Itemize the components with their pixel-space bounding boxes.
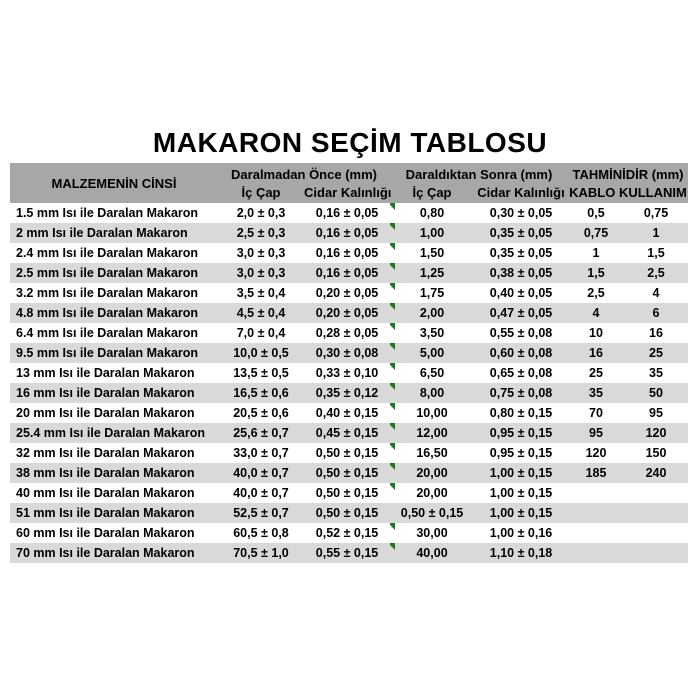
cell-post-inner-diameter-value: 12,00 (416, 426, 448, 440)
cell-post-wall-thickness: 1,00 ± 0,16 (489, 526, 553, 540)
cell-post-inner-diameter (390, 323, 474, 343)
cell-cable-min: 185 (585, 466, 607, 480)
cell-pre-inner-diameter: 10,0 ± 0,5 (233, 346, 289, 360)
cell-material-name: 2.4 mm Isı ile Daralan Makaron (16, 246, 199, 260)
cell-flag-icon (390, 483, 395, 490)
cell-pre-wall-thickness: 0,30 ± 0,08 (315, 346, 379, 360)
cell-post-inner-diameter (390, 243, 474, 263)
table-row (10, 503, 688, 523)
cell-flag-icon (390, 343, 395, 350)
cell-pre-wall-thickness: 0,16 ± 0,05 (315, 206, 379, 220)
cell-pre-wall-thickness: 0,35 ± 0,12 (315, 386, 379, 400)
cell-pre-inner-diameter: 16,5 ± 0,6 (233, 386, 289, 400)
cell-cable-max: 120 (645, 426, 667, 440)
cell-post-inner-diameter (390, 443, 474, 463)
cell-post-inner-diameter (390, 363, 474, 383)
sub-header-cable-usage: KABLO KULLANIM (569, 185, 687, 200)
cell-post-inner-diameter-value: 20,00 (416, 486, 448, 500)
cell-cable-min: 0,75 (583, 226, 609, 240)
cell-pre-wall-thickness: 0,16 ± 0,05 (315, 266, 379, 280)
cell-post-wall-thickness: 0,95 ± 0,15 (489, 426, 553, 440)
cell-pre-wall-thickness: 0,28 ± 0,05 (315, 326, 379, 340)
cell-pre-wall-thickness: 0,50 ± 0,15 (315, 466, 379, 480)
table-row (10, 223, 688, 243)
cell-cable-max: 6 (652, 306, 660, 320)
cell-post-wall-thickness: 0,95 ± 0,15 (489, 446, 553, 460)
cell-cable-max: 2,5 (647, 266, 665, 280)
cell-post-inner-diameter-value: 3,50 (419, 326, 445, 340)
cell-cable-min (568, 523, 624, 543)
cell-post-wall-thickness: 1,10 ± 0,18 (489, 546, 553, 560)
cell-pre-inner-diameter: 3,0 ± 0,3 (236, 266, 286, 280)
cell-material-name: 38 mm Isı ile Daralan Makaron (16, 466, 195, 480)
cell-post-inner-diameter-value: 30,00 (416, 526, 448, 540)
cell-post-inner-diameter (390, 303, 474, 323)
cell-post-inner-diameter-value: 0,50 ± 0,15 (400, 506, 464, 520)
cell-flag-icon (390, 303, 395, 310)
cell-pre-inner-diameter: 52,5 ± 0,7 (233, 506, 289, 520)
cell-post-wall-thickness: 0,35 ± 0,05 (489, 226, 553, 240)
cell-post-inner-diameter-value: 16,50 (416, 446, 448, 460)
cell-pre-wall-thickness: 0,50 ± 0,15 (315, 506, 379, 520)
table-row (10, 543, 688, 563)
cell-cable-min: 70 (589, 406, 603, 420)
cell-post-inner-diameter (390, 523, 474, 543)
table-row (10, 263, 688, 283)
cell-flag-icon (390, 523, 395, 530)
cell-post-inner-diameter (390, 203, 474, 223)
cell-post-wall-thickness: 0,47 ± 0,05 (489, 306, 553, 320)
cell-material-name: 9.5 mm Isı ile Daralan Makaron (16, 346, 199, 360)
cell-cable-max: 1 (652, 226, 660, 240)
cell-cable-max: 95 (649, 406, 663, 420)
cell-pre-wall-thickness: 0,16 ± 0,05 (315, 226, 379, 240)
cell-material-name: 60 mm Isı ile Daralan Makaron (16, 526, 195, 540)
cell-pre-inner-diameter: 7,0 ± 0,4 (236, 326, 286, 340)
cell-material-name: 40 mm Isı ile Daralan Makaron (16, 486, 195, 500)
cell-material-name: 20 mm Isı ile Daralan Makaron (16, 406, 195, 420)
group-label-before-shrink: Daralmadan Önce (mm) (231, 167, 377, 182)
cell-pre-wall-thickness: 0,16 ± 0,05 (315, 246, 379, 260)
table-row (10, 343, 688, 363)
cell-pre-inner-diameter: 20,5 ± 0,6 (233, 406, 289, 420)
cell-post-inner-diameter (390, 343, 474, 363)
table-row (10, 363, 688, 383)
sub-header-row (568, 184, 688, 203)
cell-post-inner-diameter-value: 1,75 (419, 286, 445, 300)
cell-pre-wall-thickness: 0,20 ± 0,05 (315, 306, 379, 320)
table-row (10, 323, 688, 343)
cell-material-name: 1.5 mm Isı ile Daralan Makaron (16, 206, 199, 220)
cell-flag-icon (390, 283, 395, 290)
cell-material-name: 32 mm Isı ile Daralan Makaron (16, 446, 195, 460)
cell-pre-inner-diameter: 4,5 ± 0,4 (236, 306, 286, 320)
cell-cable-max (624, 543, 688, 563)
cell-material-name: 16 mm Isı ile Daralan Makaron (16, 386, 195, 400)
cell-cable-max: 240 (645, 466, 667, 480)
cell-post-inner-diameter-value: 1,25 (419, 266, 445, 280)
cell-cable-min: 120 (585, 446, 607, 460)
cell-pre-wall-thickness: 0,55 ± 0,15 (315, 546, 379, 560)
cell-cable-min: 10 (589, 326, 603, 340)
cell-pre-wall-thickness: 0,40 ± 0,15 (315, 406, 379, 420)
cell-pre-inner-diameter: 60,5 ± 0,8 (233, 526, 289, 540)
cell-material-name: 25.4 mm Isı ile Daralan Makaron (16, 426, 205, 440)
cell-pre-inner-diameter: 13,5 ± 0,5 (233, 366, 289, 380)
cell-flag-icon (390, 223, 395, 230)
cell-flag-icon (390, 203, 395, 210)
table-row (10, 443, 688, 463)
cell-flag-icon (390, 323, 395, 330)
cell-cable-max (624, 523, 688, 543)
cell-post-inner-diameter (390, 503, 474, 523)
cell-flag-icon (390, 383, 395, 390)
cell-cable-min: 4 (592, 306, 600, 320)
cell-post-inner-diameter (390, 223, 474, 243)
table-row (10, 283, 688, 303)
sub-header-row (390, 184, 568, 203)
cell-pre-wall-thickness: 0,33 ± 0,10 (315, 366, 379, 380)
cell-cable-min: 16 (589, 346, 603, 360)
cell-post-inner-diameter-value: 40,00 (416, 546, 448, 560)
cell-flag-icon (390, 263, 395, 270)
page-title: MAKARON SEÇİM TABLOSU (152, 127, 548, 158)
cell-post-wall-thickness: 0,35 ± 0,05 (489, 246, 553, 260)
cell-cable-min (568, 503, 624, 523)
cell-cable-min: 2,5 (587, 286, 605, 300)
cell-post-inner-diameter (390, 483, 474, 503)
cell-material-name: 3.2 mm Isı ile Daralan Makaron (16, 286, 199, 300)
cell-pre-inner-diameter: 2,5 ± 0,3 (236, 226, 286, 240)
cell-cable-max: 25 (649, 346, 663, 360)
column-header-material-type: MALZEMENİN CİNSİ (51, 175, 177, 191)
cell-pre-inner-diameter: 70,5 ± 1,0 (233, 546, 289, 560)
cell-cable-max: 16 (649, 326, 663, 340)
cell-cable-max: 0,75 (643, 206, 669, 220)
cell-pre-inner-diameter: 25,6 ± 0,7 (233, 426, 289, 440)
cell-post-wall-thickness: 0,60 ± 0,08 (489, 346, 553, 360)
table-header (10, 163, 688, 203)
cell-cable-max: 50 (649, 386, 663, 400)
cell-post-wall-thickness: 0,75 ± 0,08 (489, 386, 553, 400)
table-row (10, 403, 688, 423)
cell-post-inner-diameter-value: 8,00 (419, 386, 445, 400)
cell-cable-max (624, 503, 688, 523)
cell-flag-icon (390, 403, 395, 410)
cell-post-inner-diameter-value: 1,00 (419, 226, 445, 240)
cell-post-inner-diameter-value: 10,00 (416, 406, 448, 420)
cell-pre-inner-diameter: 40,0 ± 0,7 (233, 486, 289, 500)
cell-cable-min: 95 (589, 426, 603, 440)
table-row (10, 243, 688, 263)
cell-cable-min: 25 (589, 366, 603, 380)
cell-pre-inner-diameter: 2,0 ± 0,3 (236, 206, 286, 220)
cell-material-name: 4.8 mm Isı ile Daralan Makaron (16, 306, 199, 320)
sub-header-pre-inner-diameter: İç Çap (241, 185, 281, 200)
sub-header-post-inner-diameter: İç Çap (412, 185, 452, 200)
cell-post-wall-thickness: 0,40 ± 0,05 (489, 286, 553, 300)
table-row (10, 483, 688, 503)
cell-pre-wall-thickness: 0,20 ± 0,05 (315, 286, 379, 300)
cell-cable-min (568, 543, 624, 563)
cell-post-wall-thickness: 0,80 ± 0,15 (489, 406, 553, 420)
group-header-estimate (568, 163, 688, 203)
cell-pre-inner-diameter: 40,0 ± 0,7 (233, 466, 289, 480)
cell-cable-max (624, 483, 688, 503)
cell-pre-wall-thickness: 0,52 ± 0,15 (315, 526, 379, 540)
cell-post-inner-diameter-value: 2,00 (419, 306, 445, 320)
cell-pre-inner-diameter: 3,0 ± 0,3 (236, 246, 286, 260)
cell-post-wall-thickness: 1,00 ± 0,15 (489, 486, 553, 500)
cell-post-inner-diameter-value: 20,00 (416, 466, 448, 480)
cell-material-name: 6.4 mm Isı ile Daralan Makaron (16, 326, 199, 340)
cell-cable-min: 1,5 (587, 266, 605, 280)
cell-post-inner-diameter-value: 0,80 (419, 206, 445, 220)
cell-pre-wall-thickness: 0,50 ± 0,15 (315, 446, 379, 460)
cell-post-inner-diameter-value: 1,50 (419, 246, 445, 260)
cell-flag-icon (390, 243, 395, 250)
cell-material-name: 70 mm Isı ile Daralan Makaron (16, 546, 195, 560)
sub-header-row (218, 184, 390, 203)
table-body (10, 203, 688, 563)
table-row (10, 423, 688, 443)
cell-post-inner-diameter (390, 283, 474, 303)
table-row (10, 383, 688, 403)
cell-pre-inner-diameter: 33,0 ± 0,7 (233, 446, 289, 460)
cell-post-wall-thickness: 0,55 ± 0,08 (489, 326, 553, 340)
cell-flag-icon (390, 363, 395, 370)
table-row (10, 523, 688, 543)
cell-post-wall-thickness: 1,00 ± 0,15 (489, 466, 553, 480)
cell-cable-max: 1,5 (647, 246, 665, 260)
table-row (10, 303, 688, 323)
cell-post-inner-diameter (390, 383, 474, 403)
cell-post-wall-thickness: 0,38 ± 0,05 (489, 266, 553, 280)
cell-post-inner-diameter (390, 403, 474, 423)
cell-post-wall-thickness: 0,65 ± 0,08 (489, 366, 553, 380)
cell-post-inner-diameter-value: 6,50 (419, 366, 445, 380)
table-row (10, 463, 688, 483)
makaron-selection-table (10, 163, 688, 563)
cell-material-name: 51 mm Isı ile Daralan Makaron (16, 506, 195, 520)
cell-flag-icon (390, 463, 395, 470)
cell-pre-inner-diameter: 3,5 ± 0,4 (236, 286, 286, 300)
cell-material-name: 2 mm Isı ile Daralan Makaron (16, 226, 188, 240)
group-label-estimate: TAHMİNİDİR (mm) (572, 167, 684, 182)
cell-post-inner-diameter (390, 423, 474, 443)
cell-material-name: 2.5 mm Isı ile Daralan Makaron (16, 266, 199, 280)
sub-header-pre-wall-thickness: Cidar Kalınlığı (304, 185, 392, 200)
cell-post-wall-thickness: 1,00 ± 0,15 (489, 506, 553, 520)
cell-cable-min: 35 (589, 386, 603, 400)
cell-post-inner-diameter (390, 263, 474, 283)
cell-flag-icon (390, 423, 395, 430)
cell-post-inner-diameter (390, 463, 474, 483)
cell-post-wall-thickness: 0,30 ± 0,05 (489, 206, 553, 220)
cell-material-name: 13 mm Isı ile Daralan Makaron (16, 366, 195, 380)
cell-pre-wall-thickness: 0,50 ± 0,15 (315, 486, 379, 500)
cell-flag-icon (390, 443, 395, 450)
cell-cable-max: 35 (649, 366, 663, 380)
cell-cable-min (568, 483, 624, 503)
table-row (10, 203, 688, 223)
cell-cable-max: 150 (645, 446, 667, 460)
cell-post-inner-diameter (390, 543, 474, 563)
group-header-before-shrink (218, 163, 390, 203)
cell-flag-icon (390, 543, 395, 550)
sub-header-post-wall-thickness: Cidar Kalınlığı (477, 185, 565, 200)
cell-cable-min: 1 (592, 246, 600, 260)
cell-pre-wall-thickness: 0,45 ± 0,15 (315, 426, 379, 440)
group-header-after-shrink (390, 163, 568, 203)
cell-cable-max: 4 (652, 286, 660, 300)
cell-post-inner-diameter-value: 5,00 (419, 346, 445, 360)
group-label-after-shrink: Daraldıktan Sonra (mm) (405, 167, 553, 182)
cell-cable-min: 0,5 (587, 206, 605, 220)
